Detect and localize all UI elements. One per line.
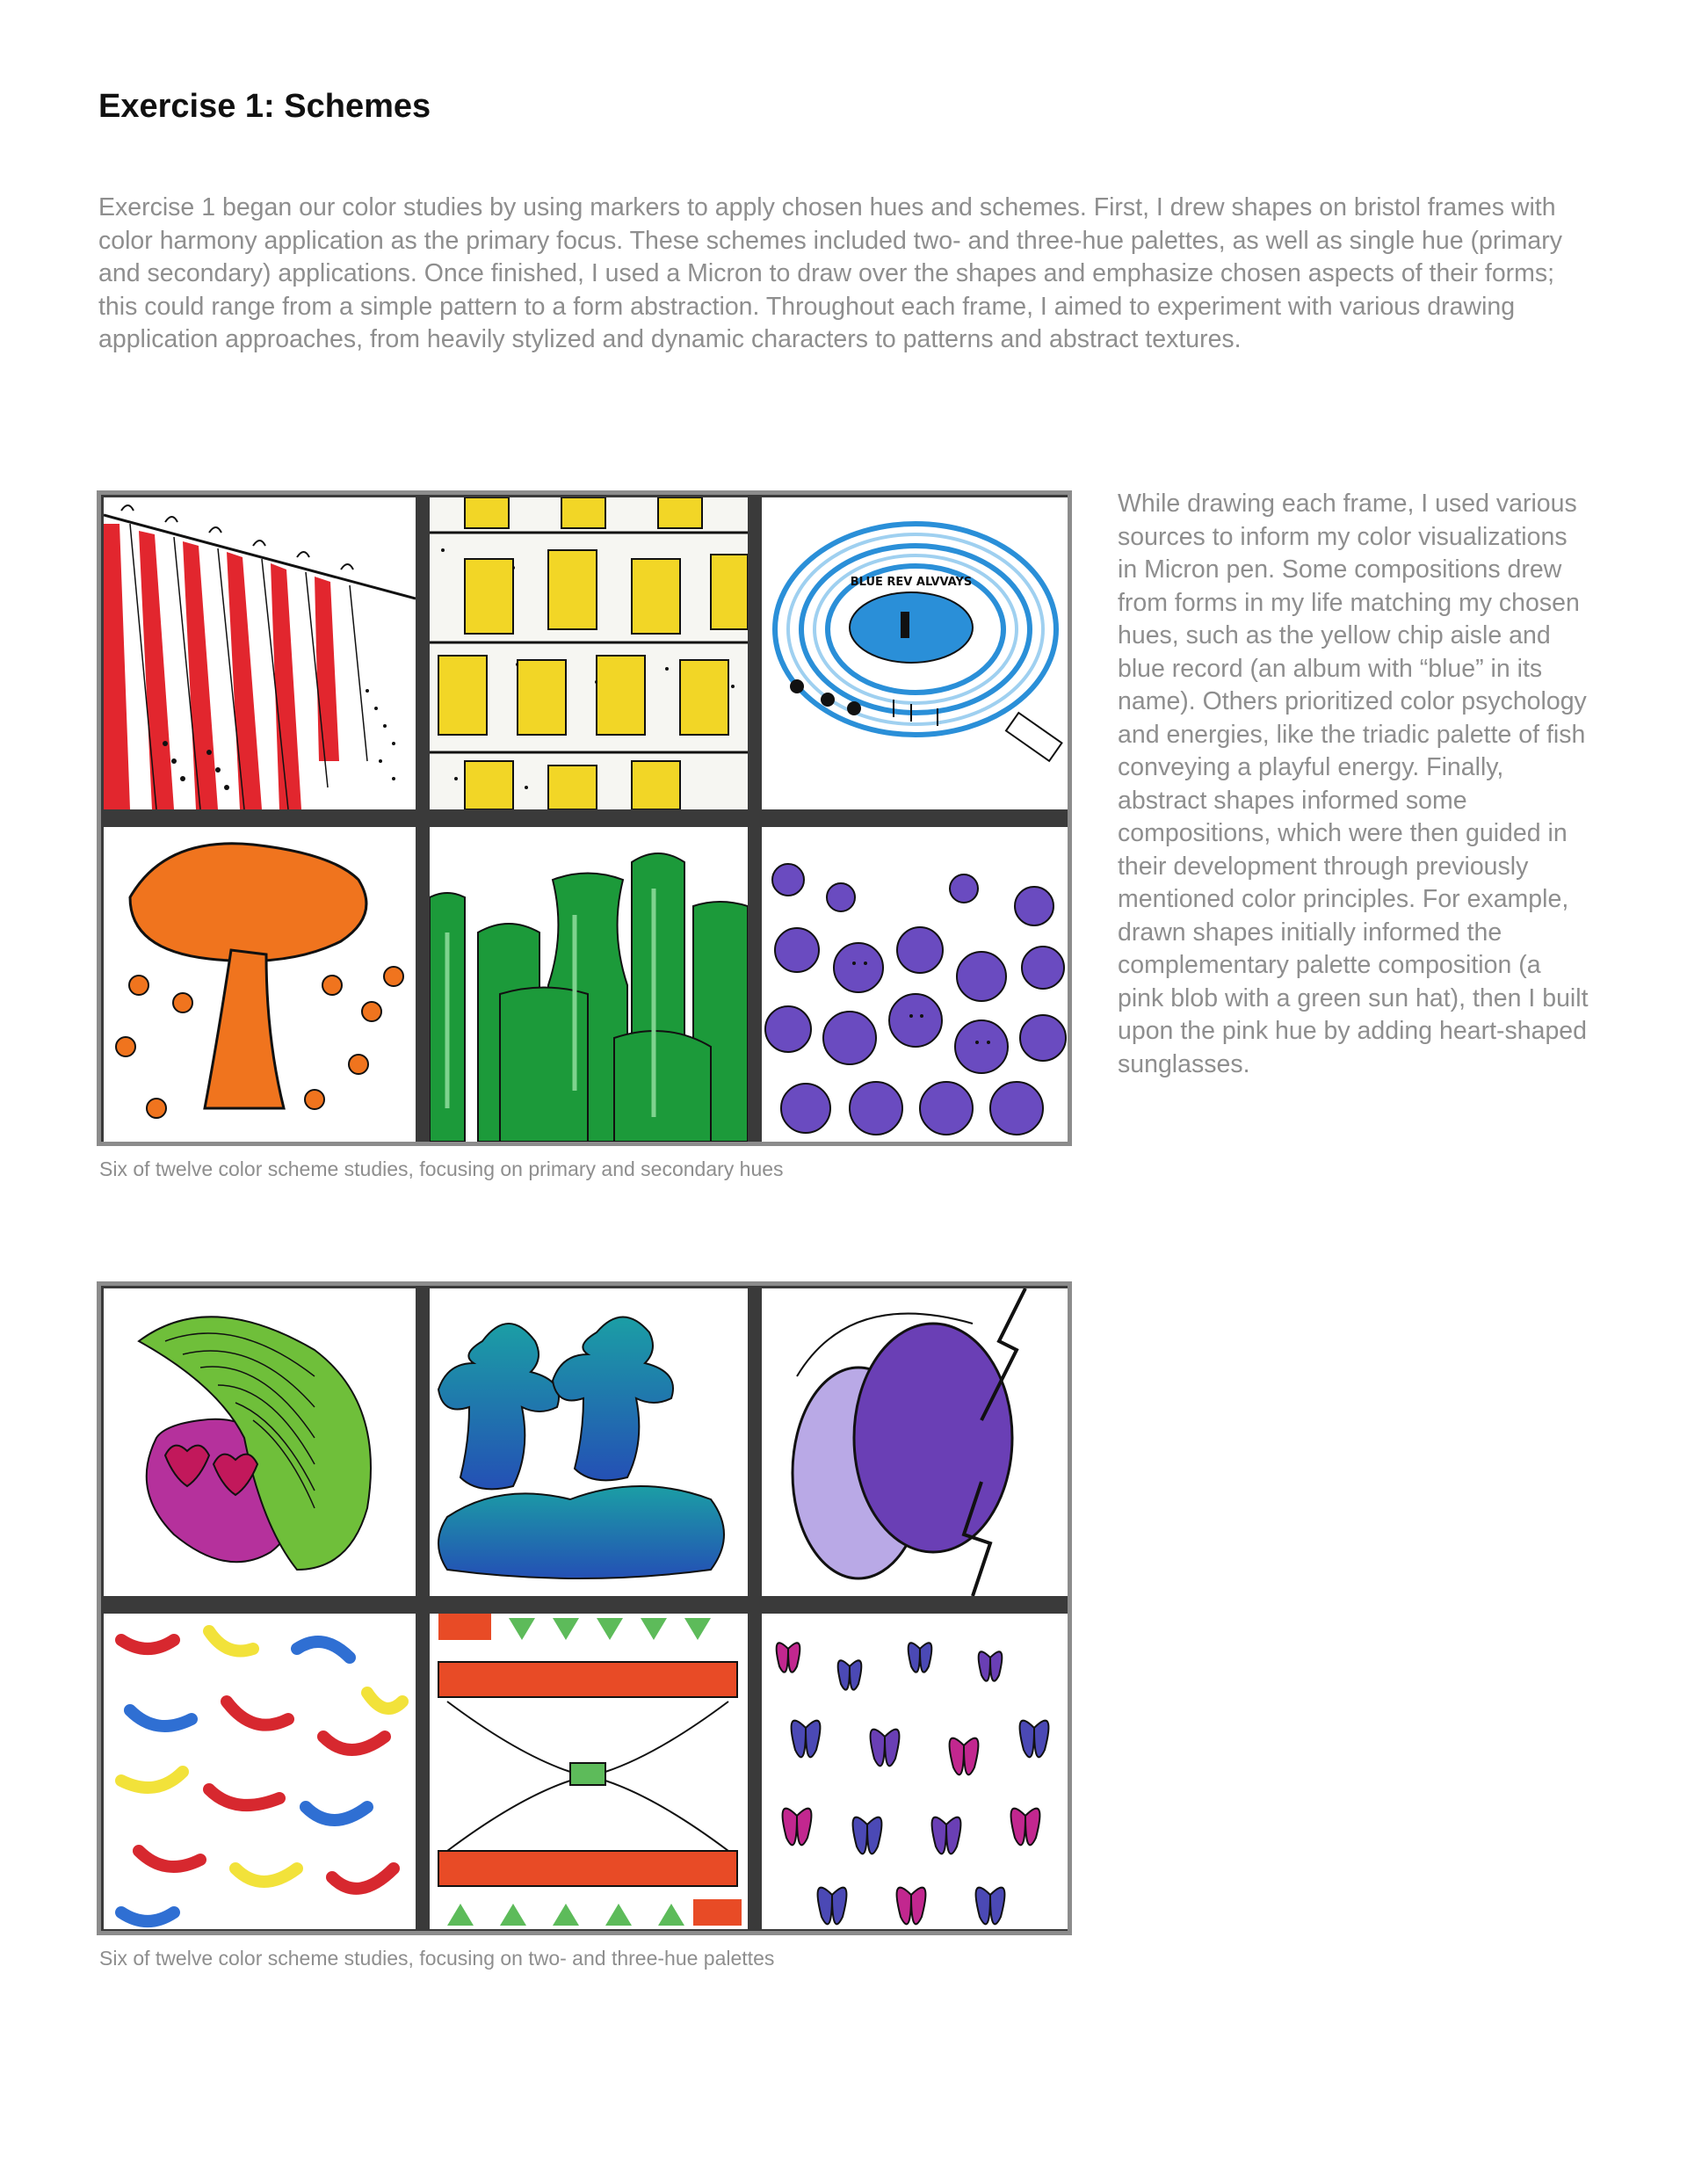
red-shirts-drawing [104, 497, 416, 809]
red-green-pattern-drawing [430, 1614, 748, 1929]
butterflies-drawing [762, 1614, 1069, 1929]
purple-faces-drawing [762, 827, 1069, 1142]
fish-pattern-drawing [104, 1614, 416, 1929]
frame-purple-faces [762, 827, 1069, 1142]
purple-headphones-drawing [762, 1288, 1069, 1596]
frame-teal-figures [430, 1288, 748, 1596]
frame-red-shirts [104, 497, 416, 809]
page-title: Exercise 1: Schemes [98, 88, 431, 125]
frame-fish-pattern [104, 1614, 416, 1929]
blue-record-drawing [762, 497, 1069, 809]
caption-two-three-hue: Six of twelve color scheme studies, focusing on two- and three-hue palettes [99, 1947, 775, 1970]
image-grid-two-three-hue [97, 1281, 1072, 1935]
intro-paragraph: Exercise 1 began our color studies by using markers to apply chosen hues and schemes. First, I drew shapes on bristol frames with color harmony application as the primary focus. These schemes included two- and three-hue palettes, as well as single hue (primary and secondary) applications. Once finished, I used a Micron to draw over the shapes and emphasize chosen aspects of their forms; this could range from a simple pattern to a form abstraction. Throughout each frame, I aimed to experiment with various drawing application approaches, from heavily stylized and dynamic characters to patterns and abstract textures. [98, 193, 1562, 353]
frame-butterflies [762, 1614, 1069, 1929]
caption-primary-secondary: Six of twelve color scheme studies, focusing on primary and secondary hues [99, 1157, 784, 1180]
frame-orange-tree [104, 827, 416, 1142]
side-paragraph: While drawing each frame, I used various sources to inform my color visualizations in Micron pen. Some compositions drew from forms in my life matching my chosen hues, such as the yellow chip aisle and blue record (an album with “blue” in its name). Others prioritized color psychology and energies, like the triadic palette of fish conveying a playful energy. Finally, abstract shapes informed some compositions, which were then guided in their development through previously mentioned color principles. For example, drawn shapes initially informed the complementary palette composition (a pink blob with a green sun hat), then I built upon the pink hue by adding heart-shaped sunglasses. [1118, 490, 1589, 1078]
frame-green-bottles [430, 827, 748, 1142]
frame-pink-blob-hat [104, 1288, 416, 1596]
frame-yellow-chips [430, 497, 748, 809]
pink-blob-hat-drawing [104, 1288, 416, 1596]
teal-figures-drawing [430, 1288, 748, 1596]
frame-red-green-pattern [430, 1614, 748, 1929]
orange-tree-drawing [104, 827, 416, 1142]
frame-blue-record [762, 497, 1069, 809]
image-grid-primary-secondary [97, 490, 1072, 1146]
green-bottles-drawing [430, 827, 748, 1142]
yellow-chips-drawing [430, 497, 748, 809]
frame-purple-headphones [762, 1288, 1069, 1596]
record-label: BLUE REV ALVVAYS [850, 576, 973, 589]
